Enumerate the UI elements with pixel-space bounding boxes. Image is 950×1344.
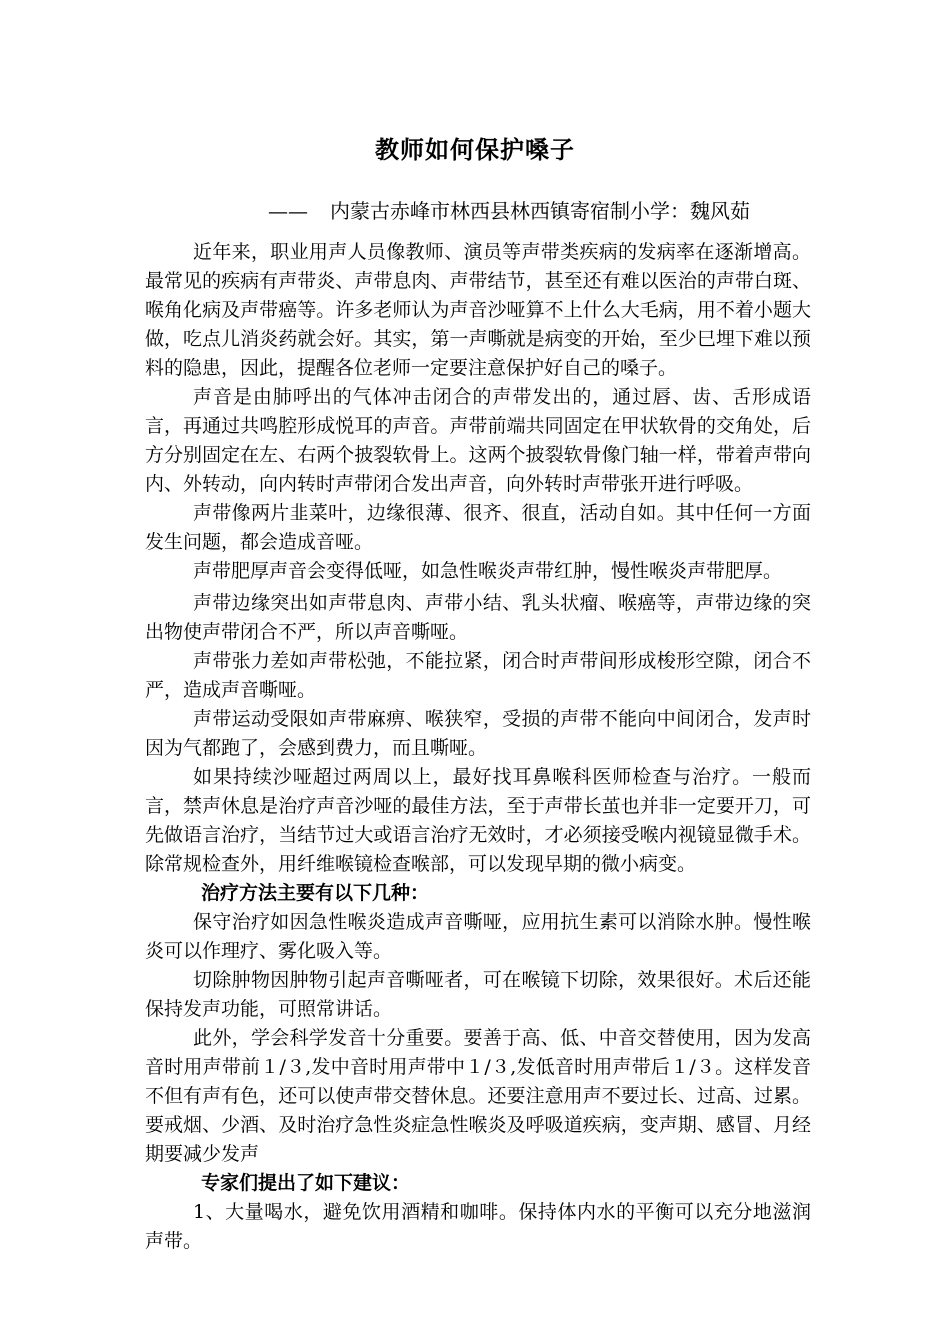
paragraph: 此外，学会科学发音十分重要。要善于高、低、中音交替使用，因为发高音时用声带前１/３,发中音时用声带中１/３,发低音时用声带后１/３。这样发音不但有声有色，还可以使声带交替休息。还要注意用声不要过长、过高、过累。要戒烟、少酒、及时治疗急性炎症急性喉炎及呼吸道疾病，变声期、感冒、月经期要减少发声 bbox=[145, 1027, 811, 1165]
author-line bbox=[268, 195, 750, 227]
paragraph: 保守治疗如因急性喉炎造成声音嘶哑，应用抗生素可以消除水肿。慢性喉炎可以作理疗、雾化吸入等。 bbox=[145, 911, 811, 962]
paragraph: 切除肿物因肿物引起声音嘶哑者，可在喉镜下切除，效果很好。术后还能保持发声功能，可照常讲话。 bbox=[145, 969, 811, 1020]
paragraph: 声带边缘突出如声带息肉、声带小结、乳头状瘤、喉癌等，声带边缘的突出物使声带闭合不严，所以声音嘶哑。 bbox=[145, 592, 811, 643]
paragraph: 声带像两片韭菜叶，边缘很薄、很齐、很直，活动自如。其中任何一方面发生问题，都会造成音哑。 bbox=[145, 502, 811, 553]
paragraph: 近年来，职业用声人员像教师、演员等声带类疾病的发病率在逐渐增高。最常见的疾病有声带炎、声带息肉、声带结节，甚至还有难以医治的声带白斑、喉角化病及声带癌等。许多老师认为声音沙哑算不上什么大毛病，用不着小题大做，吃点儿消炎药就会好。其实，第一声嘶就是病变的开始，至少巳埋下难以预料的隐患，因此，提醒各位老师一定要注意保护好自己的嗓子。 bbox=[145, 241, 811, 379]
section-heading-treatment: 治疗方法主要有以下几种： bbox=[201, 882, 430, 904]
paragraph: 1、大量喝水，避免饮用酒精和咖啡。保持体内水的平衡可以充分地滋润声带。 bbox=[145, 1201, 811, 1252]
author-dash: —— bbox=[268, 199, 308, 223]
document-title: 教师如何保护嗓子 bbox=[375, 136, 575, 164]
paragraph: 如果持续沙哑超过两周以上，最好找耳鼻喉科医师检查与治疗。一般而言，禁声休息是治疗声音沙哑的最佳方法，至于声带长茧也并非一定要开刀，可先做语言治疗，当结节过大或语言治疗无效时，才必须接受喉内视镜显微手术。除常规检查外，用纤维喉镜检查喉部，可以发现早期的微小病变。 bbox=[145, 766, 811, 875]
document-body bbox=[145, 238, 811, 1256]
paragraph: 声带运动受限如声带麻痹、喉狭窄，受损的声带不能向中间闭合，发声时因为气都跑了，会感到费力，而且嘶哑。 bbox=[145, 708, 811, 759]
paragraph: 声音是由肺呼出的气体冲击闭合的声带发出的，通过唇、齿、舌形成语言，再通过共鸣腔形成悦耳的声音。声带前端共同固定在甲状软骨的交角处，后方分别固定在左、右两个披裂软骨上。这两个披裂软骨像门轴一样，带着声带向内、外转动，向内转时声带闭合发出声音，向外转时声带张开进行呼吸。 bbox=[145, 386, 811, 495]
author-name: 内蒙古赤峰市林西县林西镇寄宿制小学：魏风茹 bbox=[330, 199, 750, 223]
paragraph: 声带肥厚声音会变得低哑，如急性喉炎声带红肿，慢性喉炎声带肥厚。 bbox=[193, 560, 783, 582]
paragraph: 声带张力差如声带松弛，不能拉紧，闭合时声带间形成梭形空隙，闭合不严，造成声音嘶哑。 bbox=[145, 650, 811, 701]
section-heading-advice: 专家们提出了如下建议： bbox=[201, 1172, 411, 1194]
